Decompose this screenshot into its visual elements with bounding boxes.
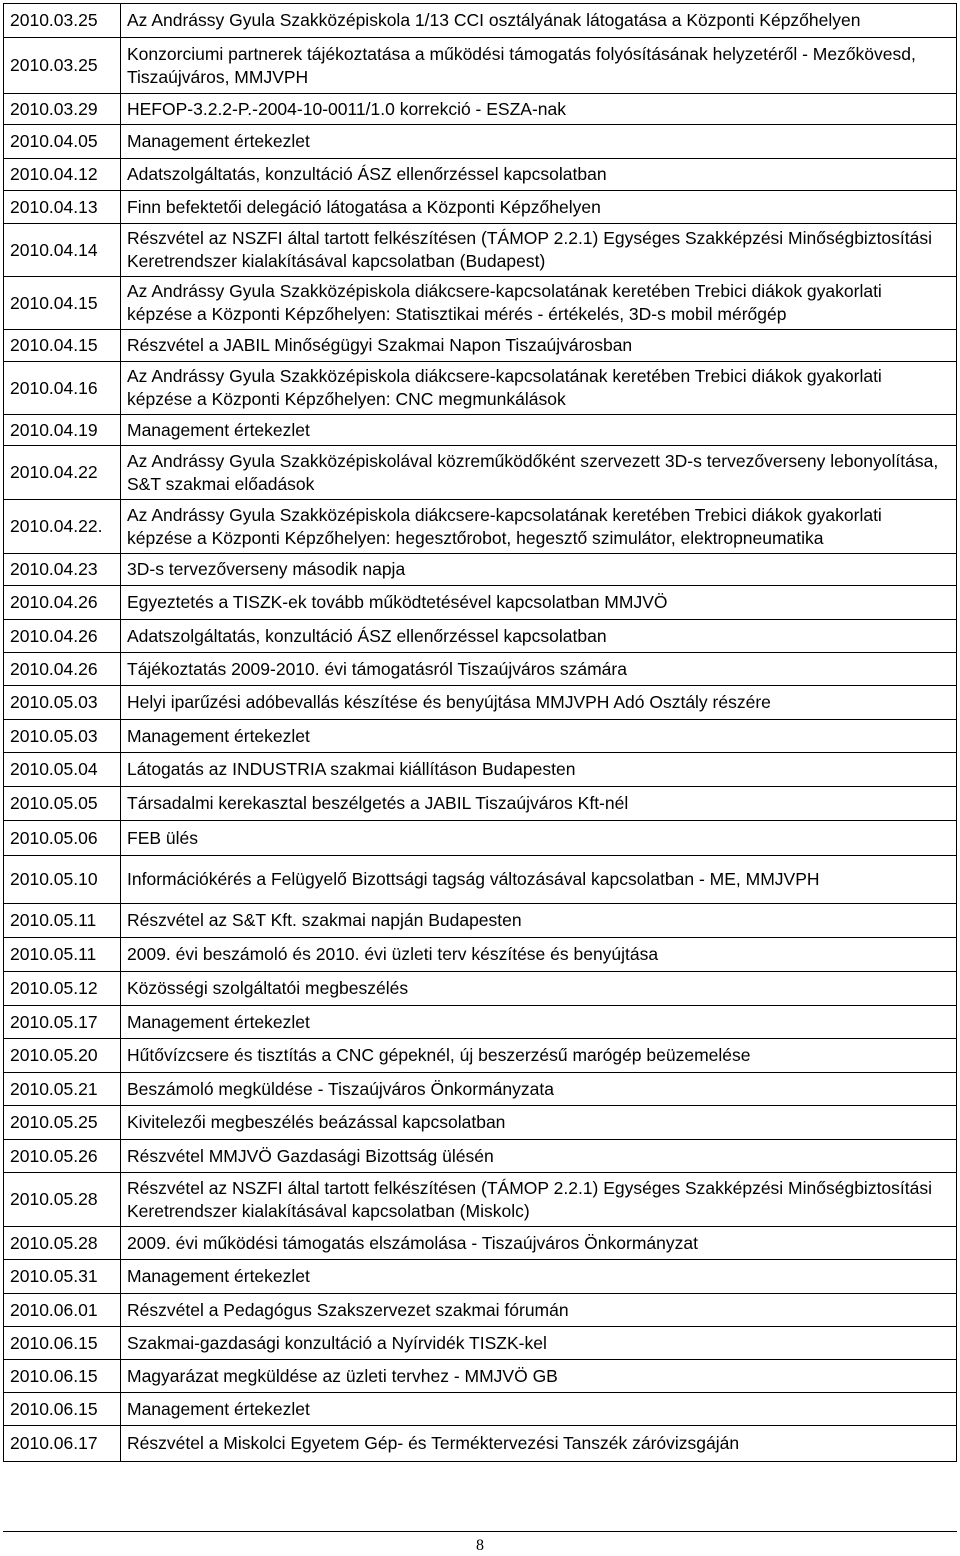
- event-date: 2010.05.03: [4, 720, 121, 753]
- table-row: [4, 4, 957, 38]
- event-description: Egyeztetés a TISZK-ek tovább működtetésével kapcsolatban MMJVÖ: [121, 586, 957, 620]
- event-description: Adatszolgáltatás, konzultáció ÁSZ ellenőrzéssel kapcsolatban: [121, 159, 957, 191]
- table-row: [4, 415, 957, 446]
- event-description: Management értekezlet: [121, 1006, 957, 1039]
- table-row: [4, 686, 957, 720]
- event-date: 2010.05.10: [4, 856, 121, 904]
- event-description: 2009. évi beszámoló és 2010. évi üzleti terv készítése és benyújtása: [121, 938, 957, 972]
- table-row: [4, 1327, 957, 1360]
- table-row: [4, 38, 957, 94]
- event-description: Kivitelezői megbeszélés beázással kapcsolatban: [121, 1106, 957, 1140]
- event-date: 2010.05.26: [4, 1140, 121, 1173]
- table-row: [4, 1106, 957, 1140]
- event-date: 2010.04.15: [4, 277, 121, 330]
- event-date: 2010.04.26: [4, 586, 121, 620]
- events-table-body: [4, 4, 957, 1462]
- event-date: 2010.05.03: [4, 686, 121, 720]
- table-row: [4, 787, 957, 821]
- event-date: 2010.05.31: [4, 1260, 121, 1294]
- table-row: [4, 856, 957, 904]
- event-description: Az Andrássy Gyula Szakközépiskolával közreműködőként szervezett 3D-s tervezőverseny lebonyolítása, S&T szakmai előadások: [121, 446, 957, 500]
- event-description: Látogatás az INDUSTRIA szakmai kiállításon Budapesten: [121, 753, 957, 787]
- event-description: Társadalmi kerekasztal beszélgetés a JABIL Tiszaújváros Kft-nél: [121, 787, 957, 821]
- event-date: 2010.04.26: [4, 653, 121, 686]
- table-row: [4, 1426, 957, 1462]
- event-description: 3D-s tervezőverseny második napja: [121, 554, 957, 586]
- table-row: [4, 1294, 957, 1327]
- event-date: 2010.05.28: [4, 1227, 121, 1260]
- event-description: Management értekezlet: [121, 1393, 957, 1426]
- table-row: [4, 277, 957, 330]
- table-row: [4, 1006, 957, 1039]
- table-row: [4, 972, 957, 1006]
- table-row: [4, 159, 957, 191]
- bottom-divider: [3, 1531, 957, 1532]
- table-row: [4, 938, 957, 972]
- table-row: [4, 1173, 957, 1227]
- event-description: Management értekezlet: [121, 125, 957, 159]
- event-description: Helyi iparűzési adóbevallás készítése és benyújtása MMJVPH Adó Osztály részére: [121, 686, 957, 720]
- table-row: [4, 94, 957, 125]
- table-row: [4, 821, 957, 856]
- table-row: [4, 362, 957, 415]
- table-row: [4, 446, 957, 500]
- event-date: 2010.05.21: [4, 1073, 121, 1106]
- event-description: Az Andrássy Gyula Szakközépiskola diákcsere-kapcsolatának keretében Trebici diákok gyakorlati képzése a Központi Képzőhelyen: CNC megmunkálások: [121, 362, 957, 415]
- event-date: 2010.06.15: [4, 1393, 121, 1426]
- event-date: 2010.05.17: [4, 1006, 121, 1039]
- events-table: [3, 3, 957, 1462]
- table-row: [4, 720, 957, 753]
- table-row: [4, 1073, 957, 1106]
- table-row: [4, 904, 957, 938]
- event-date: 2010.05.04: [4, 753, 121, 787]
- event-description: Szakmai-gazdasági konzultáció a Nyírvidék TISZK-kel: [121, 1327, 957, 1360]
- event-date: 2010.04.22: [4, 446, 121, 500]
- table-row: [4, 500, 957, 554]
- event-date: 2010.04.26: [4, 620, 121, 653]
- event-date: 2010.04.13: [4, 191, 121, 224]
- event-description: Részvétel a Miskolci Egyetem Gép- és Terméktervezési Tanszék záróvizsgáján: [121, 1426, 957, 1462]
- event-date: 2010.04.15: [4, 330, 121, 362]
- table-row: [4, 1260, 957, 1294]
- event-date: 2010.04.12: [4, 159, 121, 191]
- event-description: Konzorciumi partnerek tájékoztatása a működési támogatás folyósításának helyzetéről - Mezőkövesd, Tiszaújváros, MMJVPH: [121, 38, 957, 94]
- event-date: 2010.05.25: [4, 1106, 121, 1140]
- event-date: 2010.05.12: [4, 972, 121, 1006]
- event-date: 2010.05.20: [4, 1039, 121, 1073]
- event-date: 2010.05.11: [4, 904, 121, 938]
- table-row: [4, 191, 957, 224]
- event-description: Közösségi szolgáltatói megbeszélés: [121, 972, 957, 1006]
- event-description: Részvétel az S&T Kft. szakmai napján Budapesten: [121, 904, 957, 938]
- event-date: 2010.03.25: [4, 38, 121, 94]
- event-description: Részvétel a Pedagógus Szakszervezet szakmai fórumán: [121, 1294, 957, 1327]
- table-row: [4, 1393, 957, 1426]
- event-description: Management értekezlet: [121, 415, 957, 446]
- table-row: [4, 1140, 957, 1173]
- event-description: FEB ülés: [121, 821, 957, 856]
- event-description: HEFOP-3.2.2-P.-2004-10-0011/1.0 korrekció - ESZA-nak: [121, 94, 957, 125]
- event-description: Részvétel az NSZFI által tartott felkészítésen (TÁMOP 2.2.1) Egységes Szakképzési Minőségbiztosítási Keretrendszer kialakításával kapcsolatban (Budapest): [121, 224, 957, 277]
- table-row: [4, 125, 957, 159]
- table-row: [4, 1039, 957, 1073]
- event-description: Adatszolgáltatás, konzultáció ÁSZ ellenőrzéssel kapcsolatban: [121, 620, 957, 653]
- table-row: [4, 653, 957, 686]
- event-description: Részvétel a JABIL Minőségügyi Szakmai Napon Tiszaújvárosban: [121, 330, 957, 362]
- event-date: 2010.04.23: [4, 554, 121, 586]
- event-date: 2010.03.29: [4, 94, 121, 125]
- event-date: 2010.05.28: [4, 1173, 121, 1227]
- event-date: 2010.04.16: [4, 362, 121, 415]
- event-description: Az Andrássy Gyula Szakközépiskola 1/13 CCI osztályának látogatása a Központi Képzőhelyen: [121, 4, 957, 38]
- event-description: Management értekezlet: [121, 1260, 957, 1294]
- event-description: Részvétel az NSZFI által tartott felkészítésen (TÁMOP 2.2.1) Egységes Szakképzési Minőségbiztosítási Keretrendszer kialakításával kapcsolatban (Miskolc): [121, 1173, 957, 1227]
- event-date: 2010.05.06: [4, 821, 121, 856]
- event-description: Hűtővízcsere és tisztítás a CNC gépeknél, új beszerzésű marógép beüzemelése: [121, 1039, 957, 1073]
- event-date: 2010.05.11: [4, 938, 121, 972]
- event-description: Az Andrássy Gyula Szakközépiskola diákcsere-kapcsolatának keretében Trebici diákok gyakorlati képzése a Központi Képzőhelyen: hegesztőrobot, hegesztő szimulátor, elektropneumatika: [121, 500, 957, 554]
- table-row: [4, 753, 957, 787]
- page-number: 8: [476, 1537, 484, 1554]
- table-row: [4, 1227, 957, 1260]
- event-date: 2010.04.22.: [4, 500, 121, 554]
- event-date: 2010.05.05: [4, 787, 121, 821]
- table-row: [4, 1360, 957, 1393]
- table-row: [4, 586, 957, 620]
- event-description: Management értekezlet: [121, 720, 957, 753]
- event-description: Beszámoló megküldése - Tiszaújváros Önkormányzata: [121, 1073, 957, 1106]
- event-date: 2010.06.01: [4, 1294, 121, 1327]
- event-date: 2010.06.15: [4, 1360, 121, 1393]
- event-description: Magyarázat megküldése az üzleti tervhez - MMJVÖ GB: [121, 1360, 957, 1393]
- table-row: [4, 554, 957, 586]
- event-description: Finn befektetői delegáció látogatása a Központi Képzőhelyen: [121, 191, 957, 224]
- event-date: 2010.06.15: [4, 1327, 121, 1360]
- table-row: [4, 224, 957, 277]
- event-description: Információkérés a Felügyelő Bizottsági tagság változásával kapcsolatban - ME, MMJVPH: [121, 856, 957, 904]
- event-description: Tájékoztatás 2009-2010. évi támogatásról Tiszaújváros számára: [121, 653, 957, 686]
- event-date: 2010.06.17: [4, 1426, 121, 1462]
- table-row: [4, 330, 957, 362]
- event-date: 2010.04.19: [4, 415, 121, 446]
- event-date: 2010.04.05: [4, 125, 121, 159]
- event-date: 2010.03.25: [4, 4, 121, 38]
- table-row: [4, 620, 957, 653]
- event-date: 2010.04.14: [4, 224, 121, 277]
- event-description: Részvétel MMJVÖ Gazdasági Bizottság ülésén: [121, 1140, 957, 1173]
- event-description: Az Andrássy Gyula Szakközépiskola diákcsere-kapcsolatának keretében Trebici diákok gyakorlati képzése a Központi Képzőhelyen: Statisztikai mérés - értékelés, 3D-s mobil mérőgép: [121, 277, 957, 330]
- event-description: 2009. évi működési támogatás elszámolása - Tiszaújváros Önkormányzat: [121, 1227, 957, 1260]
